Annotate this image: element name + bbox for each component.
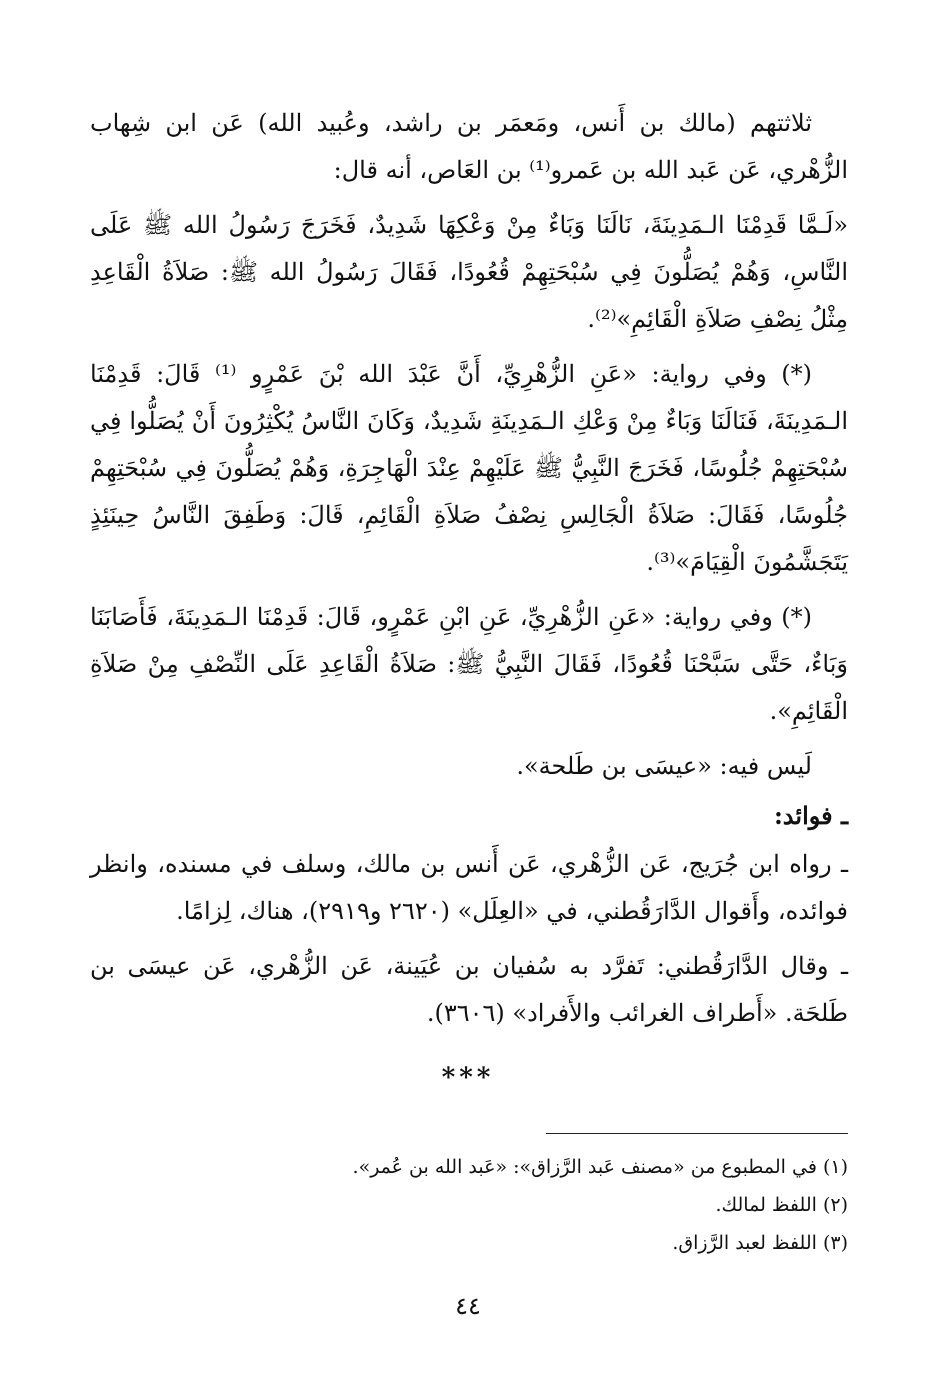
paragraph-benefit-1: ـ رواه ابن جُرَيج، عَن الزُّهْري، عَن أَنس بن مالك، وسلف في مسنده، وانظر فوائده، وأَقوال الدَّارَقُطني، في «العِلَل» (٢٦٢٠ و٢٩١٩)، هناك، لِزامًا. <box>90 850 848 925</box>
page-number: ٤٤ <box>455 1292 481 1320</box>
paragraph-benefit-2: ـ وقال الدَّارَقُطني: تَفرَّد به سُفيان بن عُيَينة، عَن الزُّهْري، عَن عيسَى بن طَلحَة. «أَطراف الغرائب والأَفراد» (٣٦٠٦). <box>90 952 848 1027</box>
footnote-2: (٢) اللفظ لمالك. <box>715 1194 848 1216</box>
footnote-separator <box>546 1133 848 1134</box>
section-divider: *** <box>441 1063 495 1093</box>
paragraph-hadith: «لَـمَّا قَدِمْنَا الـمَدِينَةَ، نَالَنَا وَبَاءٌ مِنْ وَعْكِهَا شَدِيدٌ، فَخَرَجَ رَسُولُ الله ﷺ عَلَى النَّاسِ، وَهُمْ يُصَلُّونَ فِي سُبْحَتِهِمْ قُعُودًا، فَقَالَ رَسُولُ الله ﷺ: صَلاَةُ الْقَاعِدِ مِثْلُ نِصْفِ صَلاَةِ الْقَائِمِ»⁽²⁾. <box>90 211 849 333</box>
section-heading-fawaid: ـ فوائد: <box>773 801 848 830</box>
paragraph-note: لَيس فيه: «عيسَى بن طَلحة». <box>516 752 812 780</box>
main-text <box>90 100 848 1045</box>
paragraph-narration-2: (*) وفي رواية: «عَنِ الزُّهْرِيِّ، أَنَّ عَبْدَ الله بْنَ عَمْرٍو ⁽¹⁾ قَالَ: قَدِمْنَا الـمَدِينَةَ، فَنَالَنَا وَبَاءٌ مِنْ وَعْكِ الـمَدِينَةِ شَدِيدٌ، وَكَانَ النَّاسُ يُكْثِرُونَ أَنْ يُصَلُّوا فِي سُبْحَتِهِمْ جُلُوسًا، فَخَرَجَ النَّبِيُّ ﷺ عَلَيْهِمْ عِنْدَ الْهَاجِرَةِ، وَهُمْ يُصَلُّونَ فِي سُبْحَتِهِمْ جُلُوسًا، فَقَالَ: صَلاَةُ الْجَالِسِ نِصْفُ صَلاَةِ الْقَائِمِ، قَالَ: وَطَفِقَ النَّاسُ حِينَئِذٍ يَتَجَشَّمُونَ الْقِيَامَ»⁽³⁾. <box>90 360 848 576</box>
footnotes <box>90 1148 848 1262</box>
paragraph-chain: ثلاثتهم (مالك بن أَنس، ومَعمَر بن راشد، وعُبيد الله) عَن ابن شِهاب الزُّهْري، عَن عَبد الله بن عَمرو⁽¹⁾ بن العَاص، أنه قال: <box>90 109 848 184</box>
footnote-1: (١) في المطبوع من «مصنف عَبد الرَّزاق»: «عَبد الله بن عُمر». <box>352 1156 848 1178</box>
footnote-3: (٣) اللفظ لعبد الرَّزاق. <box>672 1232 848 1254</box>
paragraph-narration-3: (*) وفي رواية: «عَنِ الزُّهْرِيِّ، عَنِ ابْنِ عَمْرٍو، قَالَ: قَدِمْنَا الـمَدِينَةَ، فَأَصَابَنَا وَبَاءٌ، حَتَّى سَبَّحْنَا قُعُودًا، فَقَالَ النَّبِيُّ ﷺ: صَلاَةُ الْقَاعِدِ عَلَى النِّصْفِ مِنْ صَلاَةِ الْقَائِمِ». <box>90 603 848 725</box>
